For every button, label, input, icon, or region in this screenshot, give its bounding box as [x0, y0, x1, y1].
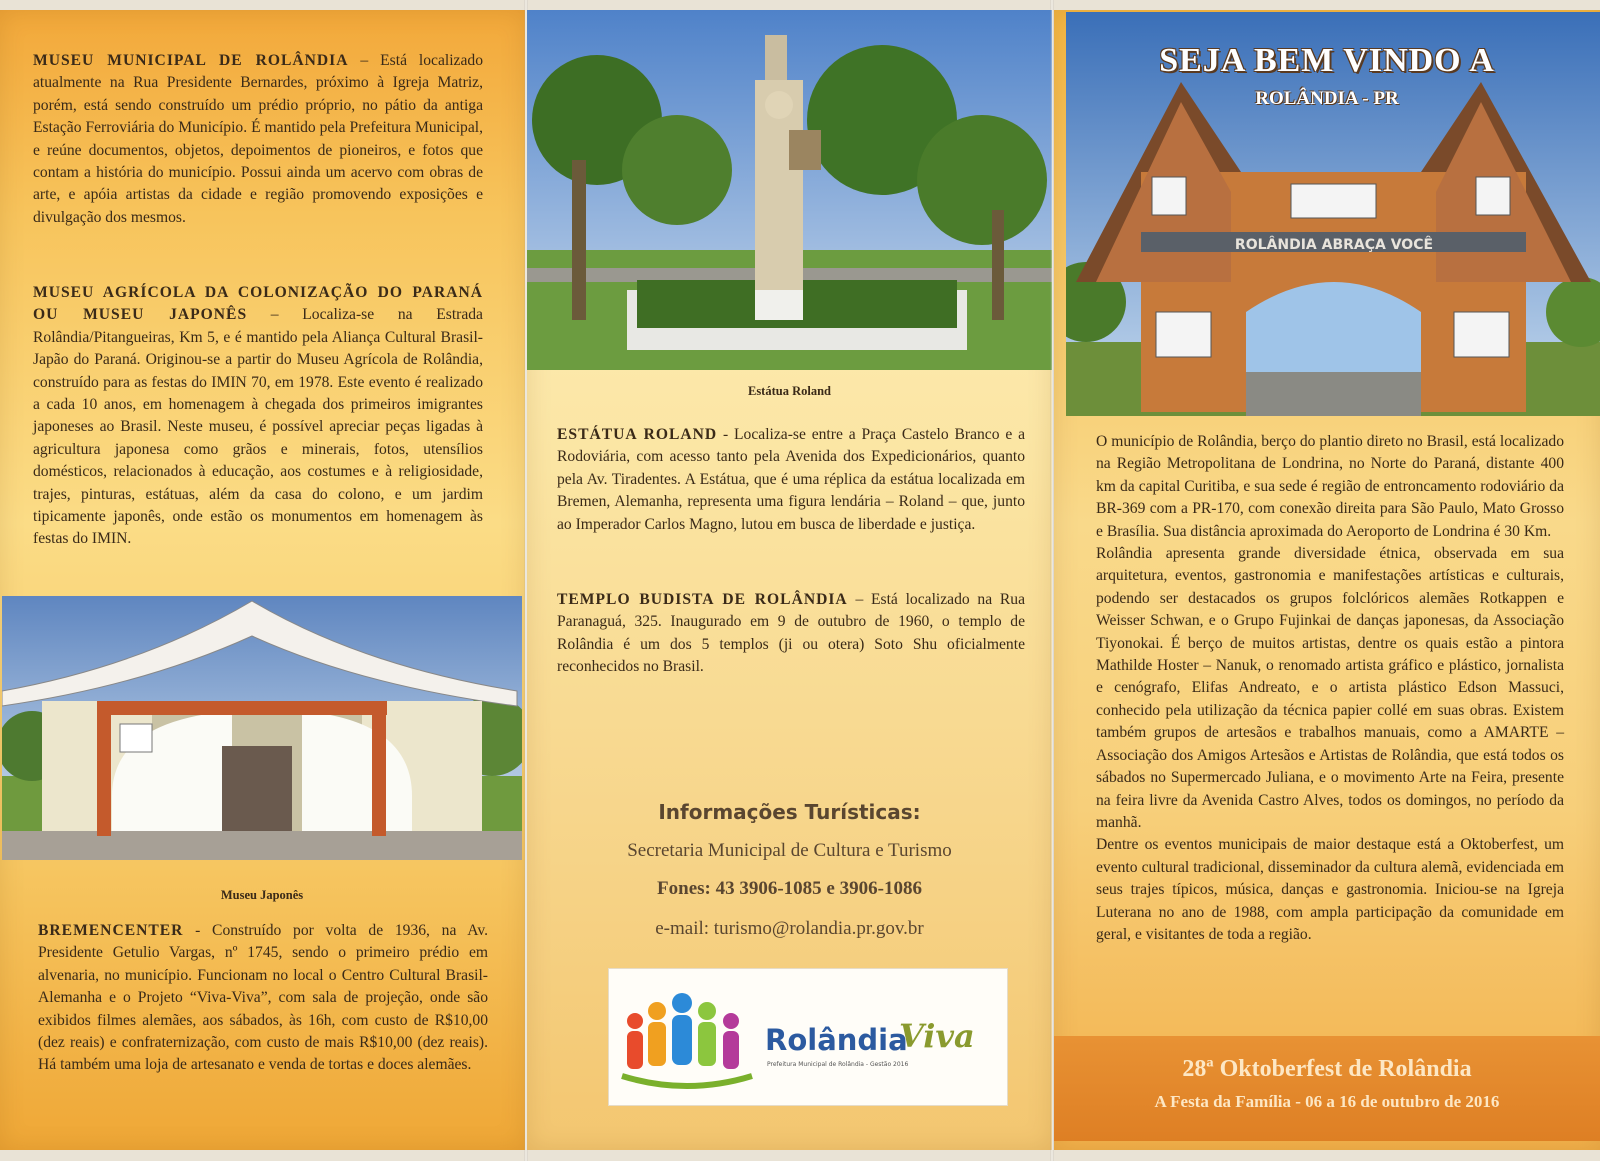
estatua-roland-caption: Estátua Roland: [747, 384, 831, 398]
info-fones: Fones: 43 3906-1085 e 3906-1086: [657, 878, 922, 899]
logo-tagline: Prefeitura Municipal de Rolândia - Gestão 2016: [767, 1061, 909, 1068]
info-secretaria: Secretaria Municipal de Cultura e Turismo: [627, 840, 952, 861]
oktoberfest-subtitle: A Festa da Família - 06 a 16 de outubro de 2016: [1154, 1092, 1500, 1111]
museu-municipal-section: [33, 50, 483, 229]
templo-text: – Está localizado na Rua Paranaguá, 325. Inaugurado em 9 de outubro de 1960, o templo de Rolândia é um dos 5 templos (ji ou otera) Soto Shu oficialmente reconhecidos no Brasil.: [557, 591, 1025, 676]
people-logo-icon: [617, 981, 757, 1091]
logo-script: Viva: [899, 1017, 975, 1055]
bremencenter-heading: BREMENCENTER: [38, 922, 184, 939]
estatua-section: [557, 424, 1025, 536]
info-title: Informações Turísticas:: [658, 800, 921, 824]
intro-paragraph-2: Rolândia apresenta grande diversidade étnica, observada em sua arquitetura, eventos, gastronomia e manifestações artísticas e culturais, podendo ser destacados os grupos folclóricos alemães Rotkappen e Weisser Schwan, e o Grupo Fujinkai de danças japonesas, da Associação Tiyonokai. É berço de muitos artistas, dentre os quais estão a pintora Mathilde Hoster – Nanuk, o renomado artista gráfico e plástico, jornalista e cenógrafo, Elifas Andreato, e o artista plástico Edson Massuci, conhecido pela utilização da técnica papier collé em suas obras. Existem também grupos de artesãos e trabalhos manuais, como a AMARTE – Associação dos Amigos Artesãos e Artistas de Rolândia, que está todos os sábados no Supermercado Juliana, e o movimento Arte na Feira, presente na feira livre da Avenida Castro Alves, todos os domingos, no período da manhã.: [1096, 545, 1564, 831]
bremencenter-section: [38, 920, 488, 1077]
museu-japones-caption: Museu Japonês: [220, 888, 304, 902]
museu-municipal-heading: MUSEU MUNICIPAL DE ROLÂNDIA: [33, 52, 349, 69]
museu-agricola-text: – Localiza-se na Estrada Rolândia/Pitangueiras, Km 5, e é mantido pela Aliança Cultural Brasil-Japão do Paraná. Originou-se a partir do Museu Agrícola de Rolândia, construído para as festas do IMIN 70, em 1978. Este evento é realizado a cada 10 anos, em homenagem à chegada dos primeiros imigrantes japoneses ao Brasil. Neste museu, é possível apreciar peças ligadas à agricultura japonesa como grãos e minerais, fotos, utensílios domésticos, relacionados à educação, aos costumes e à religiosidade, trajes, pinturas, estátuas, além da casa do colono, e um jardim tipicamente japonês, onde estão os monumentos em homenagem às festas do IMIN.: [33, 306, 483, 548]
templo-section: [557, 589, 1025, 679]
templo-heading: TEMPLO BUDISTA DE ROLÂNDIA: [557, 591, 848, 608]
museu-agricola-heading: MUSEU AGRÍCOLA DA COLONIZAÇÃO DO PARANÁ OU MUSEU JAPONÊS: [33, 284, 483, 324]
portal-sign: ROLÂNDIA ABRAÇA VOCÊ: [1234, 237, 1434, 253]
intro-paragraph-3: Dentre os eventos municipais de maior destaque está a Oktoberfest, um evento cultural tradicional, disseminador da cultura alemã, evidenciada em seus trajes típicos, música, danças e gastronomia. Iniciou-se na Igreja Luterana no ano de 1988, com ampla participação da comunidade em geral, e visitantes de toda a região.: [1096, 836, 1564, 943]
oktoberfest-title: 28ª Oktoberfest de Rolândia: [1182, 1056, 1472, 1082]
intro-paragraph-1: O município de Rolândia, berço do plantio direto no Brasil, está localizado na Região Metropolitana de Londrina, no Norte do Paraná, distante 400 km da capital Curitiba, e sua sede é região de entroncamento rodoviário da BR-369 com a PR-170, com conexão direita para São Paulo, Mato Grosso e Brasília. Sua distância aproximada do Aeroporto de Londrina é 30 Km.: [1096, 433, 1564, 540]
museu-municipal-text: – Está localizado atualmente na Rua Presidente Bernardes, próximo à Igreja Matriz, porém, está sendo construído um prédio próprio, no pátio da antiga Estação Ferroviária do Município. É mantido pela Prefeitura Municipal, e reúne documentos, objetos, depoimentos de pioneiros, e fotos que contam a história do município. Possui ainda um acervo com obras de arte, e apóia artistas da cidade e região promovendo exposições e divulgação dos mesmos.: [33, 52, 483, 226]
rolandia-viva-logo: [608, 968, 1008, 1106]
estatua-heading: ESTÁTUA ROLAND: [557, 426, 718, 443]
logo-name: Rolândia: [765, 1023, 908, 1057]
welcome-title: SEJA BEM VINDO A: [1159, 42, 1495, 79]
info-email: e-mail: turismo@rolandia.pr.gov.br: [655, 918, 924, 939]
museu-agricola-section: [33, 282, 483, 551]
estatua-text: - Localiza-se entre a Praça Castelo Branco e a Rodoviária, com acesso tanto pela Avenida dos Expedicionários, quanto pela Av. Tiradentes. A Estátua, que é uma réplica da estátua localizada em Bremen, Alemanha, representa uma figura lendária – Roland – que, junto ao Imperador Carlos Magno, lutou em busca de liberdade e justiça.: [557, 426, 1025, 533]
right-text-block: [1096, 431, 1564, 946]
oktoberfest-banner: [1054, 1036, 1600, 1141]
museu-japones-photo: [2, 596, 522, 860]
welcome-subtitle: ROLÂNDIA - PR: [1255, 88, 1399, 109]
bremencenter-text: - Construído por volta de 1936, na Av. Presidente Getulio Vargas, nº 1745, sendo o primeiro prédio em alvenaria, no município. Funcionam no local o Centro Cultural Brasil-Alemanha e o Projeto “Viva-Viva”, com sala de projeção, onde são exibidos filmes alemães, aos sábados, às 16h, com custo de R$10,00 (dez reais) e confraternização, com custo de mais R$10,00 (dez reais). Há também uma loja de artesanato e venda de tortas e doces alemães.: [38, 922, 488, 1074]
estatua-roland-photo: [527, 10, 1052, 370]
